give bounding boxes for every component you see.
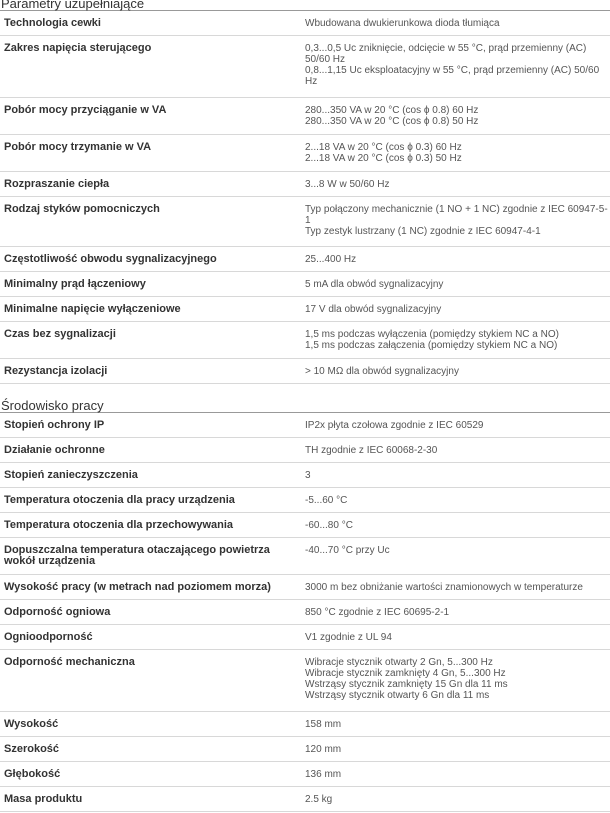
row-value: Typ połączony mechanicznie (1 NO + 1 NC) zgodnie z IEC 60947-5-1 Typ zestyk lustrzany (1 NC) zgodnie z IEC 60947-4-1 bbox=[305, 204, 608, 237]
table-row bbox=[0, 650, 610, 712]
table-row bbox=[0, 98, 610, 135]
row-value: 2...18 VA w 20 °C (cos ϕ 0.3) 60 Hz 2...18 VA w 20 °C (cos ϕ 0.3) 50 Hz bbox=[305, 142, 462, 164]
table-row bbox=[0, 575, 610, 600]
table-row bbox=[0, 787, 610, 812]
table-row bbox=[0, 272, 610, 297]
row-label: Stopień zanieczyszczenia bbox=[4, 469, 138, 481]
table-row bbox=[0, 538, 610, 575]
row-value: 158 mm bbox=[305, 719, 342, 730]
table-row bbox=[0, 135, 610, 172]
row-value: 2.5 kg bbox=[305, 794, 333, 805]
row-label: Technologia cewki bbox=[4, 17, 101, 29]
table-row bbox=[0, 762, 610, 787]
row-value: -60...80 °C bbox=[305, 520, 353, 531]
row-label: Odporność mechaniczna bbox=[4, 656, 135, 668]
row-value: 17 V dla obwód sygnalizacyjny bbox=[305, 304, 442, 315]
table-row bbox=[0, 600, 610, 625]
table-row bbox=[0, 737, 610, 762]
row-value: 136 mm bbox=[305, 769, 342, 780]
row-label: Działanie ochronne bbox=[4, 444, 105, 456]
row-value: Wbudowana dwukierunkowa dioda tłumiąca bbox=[305, 18, 500, 29]
table-row bbox=[0, 413, 610, 438]
row-label: Pobór mocy trzymanie w VA bbox=[4, 141, 152, 153]
spec-table-parametry bbox=[0, 11, 610, 384]
row-value: > 10 MΩ dla obwód sygnalizacyjny bbox=[305, 366, 459, 377]
row-value: 280...350 VA w 20 °C (cos ϕ 0.8) 60 Hz 280...350 VA w 20 °C (cos ϕ 0.8) 50 Hz bbox=[305, 105, 479, 127]
row-label: Rozpraszanie ciepła bbox=[4, 178, 110, 190]
row-label: Odporność ogniowa bbox=[4, 606, 111, 618]
table-row bbox=[0, 488, 610, 513]
row-label: Temperatura otoczenia dla pracy urządzenia bbox=[4, 494, 235, 506]
table-row bbox=[0, 11, 610, 36]
row-value: 850 °C zgodnie z IEC 60695-2-1 bbox=[305, 607, 450, 618]
table-row bbox=[0, 463, 610, 488]
row-label: Stopień ochrony IP bbox=[4, 419, 105, 431]
row-value: TH zgodnie z IEC 60068-2-30 bbox=[305, 445, 438, 456]
row-label: Ognioodporność bbox=[4, 631, 93, 643]
row-label: Głębokość bbox=[4, 768, 61, 780]
row-label: Czas bez sygnalizacji bbox=[4, 328, 116, 340]
row-label: Dopuszczalna temperatura otaczającego powietrza wokół urządzenia bbox=[4, 544, 270, 567]
row-value: 5 mA dla obwód sygnalizacyjny bbox=[305, 279, 444, 290]
spec-table-srodowisko bbox=[0, 413, 610, 812]
row-label: Rezystancja izolacji bbox=[4, 365, 108, 377]
table-row bbox=[0, 36, 610, 98]
table-row bbox=[0, 197, 610, 247]
row-label: Wysokość bbox=[4, 718, 59, 730]
table-row bbox=[0, 438, 610, 463]
table-row bbox=[0, 247, 610, 272]
row-label: Pobór mocy przyciąganie w VA bbox=[4, 104, 167, 116]
row-value: 120 mm bbox=[305, 744, 342, 755]
row-value: -40...70 °C przy Uc bbox=[305, 545, 390, 556]
row-value: 25...400 Hz bbox=[305, 254, 357, 265]
table-row bbox=[0, 513, 610, 538]
row-value: 3 bbox=[305, 470, 311, 481]
table-row bbox=[0, 625, 610, 650]
row-label: Częstotliwość obwodu sygnalizacyjnego bbox=[4, 253, 217, 265]
row-label: Zakres napięcia sterującego bbox=[4, 42, 152, 54]
row-label: Wysokość pracy (w metrach nad poziomem morza) bbox=[4, 581, 271, 593]
row-label: Szerokość bbox=[4, 743, 60, 755]
row-value: 0,3...0,5 Uc zniknięcie, odcięcie w 55 °C, prąd przemienny (AC) 50/60 Hz 0,8...1,15 Uc eksploatacyjny w 55 °C, prąd przemienny (AC) 50/60 Hz bbox=[305, 43, 600, 87]
table-row bbox=[0, 359, 610, 384]
row-label: Minimalne napięcie wyłączeniowe bbox=[4, 303, 181, 315]
table-row bbox=[0, 297, 610, 322]
section-title-parametry: Parametry uzupełniające bbox=[0, 0, 610, 11]
row-value: 1,5 ms podczas wyłączenia (pomiędzy stykiem NC a NO) 1,5 ms podczas załączenia (pomiędzy stykiem NC a NO) bbox=[305, 329, 559, 351]
row-value: 3000 m bez obniżanie wartości znamionowych w temperaturze bbox=[305, 582, 583, 593]
row-value: V1 zgodnie z UL 94 bbox=[305, 632, 392, 643]
row-label: Rodzaj styków pomocniczych bbox=[4, 203, 160, 215]
table-row bbox=[0, 712, 610, 737]
row-value: IP2x płyta czołowa zgodnie z IEC 60529 bbox=[305, 420, 484, 431]
row-value: Wibracje stycznik otwarty 2 Gn, 5...300 Hz Wibracje stycznik zamknięty 4 Gn, 5...300 Hz Wstrząsy stycznik zamknięty 15 Gn dla 11 ms Wstrząsy stycznik otwarty 6 Gn dla 11 ms bbox=[305, 657, 508, 701]
row-label: Masa produktu bbox=[4, 793, 83, 805]
table-row bbox=[0, 172, 610, 197]
section-title-srodowisko: Środowisko pracy bbox=[0, 396, 610, 413]
row-label: Minimalny prąd łączeniowy bbox=[4, 278, 146, 290]
row-value: 3...8 W w 50/60 Hz bbox=[305, 179, 390, 190]
table-row bbox=[0, 322, 610, 359]
row-label: Temperatura otoczenia dla przechowywania bbox=[4, 519, 234, 531]
row-value: -5...60 °C bbox=[305, 495, 348, 506]
